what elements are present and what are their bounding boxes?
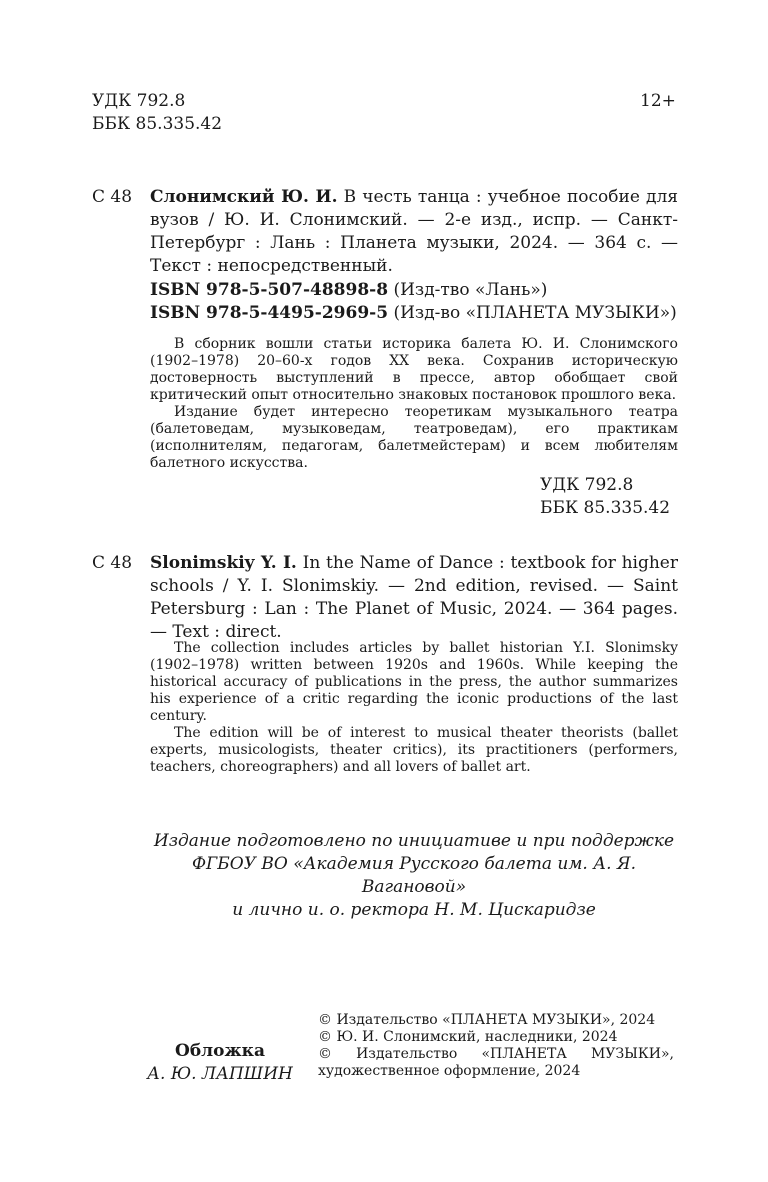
header-bbk: ББК 85.335.42: [92, 114, 223, 134]
ru-abstract-para-1: В сборник вошли статьи историка балета Ю. И. Слонимского (1902–1978) 20–60-х годов XX века. Сохранив историческую достоверность выступлений в прессе, автор обобщает свой критический опыт относительно знаковых постановок прошлого века.: [150, 336, 678, 403]
cover-credit: [140, 1040, 300, 1086]
support-note: [140, 830, 688, 922]
isbn-lan-publisher: (Изд-тво «Лань»): [388, 280, 548, 300]
header-classification: [92, 90, 222, 136]
isbn-lan-number: ISBN 978-5-507-48898-8: [150, 280, 389, 300]
copyright-line-2: © Ю. И. Слонимский, наследники, 2024: [318, 1029, 618, 1045]
ru-author: Слонимский Ю. И.: [150, 187, 338, 207]
ru-bbk: ББК 85.335.42: [540, 498, 671, 518]
ru-abstract-para-2: Издание будет интересно теоретикам музыкального театра (балетоведам, музыковедам, театроведам), его практикам (исполнителям, педагогам, балетмейстерам) и всем любителям балетного искусства.: [150, 404, 678, 471]
ru-record-citation: [150, 186, 678, 278]
support-line-1: Издание подготовлено по инициативе и при поддержке: [153, 831, 675, 851]
copyright-block: [318, 1012, 674, 1080]
en-record-code: С 48: [92, 553, 133, 573]
en-abstract: [150, 640, 678, 776]
en-record-citation: [150, 552, 678, 644]
en-abstract-para-1: The collection includes articles by ballet historian Y.I. Slonimsky (1902–1978) written between 1920s and 1960s. While keeping the historical accuracy of publications in the press, the author summarizes his experience of a critic regarding the iconic productions of the last century.: [150, 640, 678, 724]
support-line-3: и лично и. о. ректора Н. М. Цискаридзе: [232, 900, 596, 920]
isbn-planeta-publisher: (Изд-во «ПЛАНЕТА МУЗЫКИ»): [388, 303, 677, 323]
en-citation-text: In the Name of Dance : textbook for higher schools / Y. I. Slonimskiy. — 2nd edition, revised. — Saint Petersburg : Lan : The Planet of Music, 2024. — 364 pages. — Text : direct.: [150, 553, 678, 642]
copyright-line-3: © Издательство «ПЛАНЕТА МУЗЫКИ», художественное оформление, 2024: [318, 1046, 674, 1079]
isbn-lan: [150, 279, 677, 302]
ru-record-code: С 48: [92, 187, 133, 207]
en-abstract-para-2: The edition will be of interest to musical theater theorists (ballet experts, musicologists, theater critics), its practitioners (performers, teachers, choreographers) and all lovers of ballet art.: [150, 725, 678, 775]
ru-citation-text: В честь танца : учебное пособие для вузов / Ю. И. Слонимский. — 2-е изд., испр. — Санкт-Петербург : Лань : Планета музыки, 2024. — 364 с. — Текст : непосредственный.: [150, 187, 678, 276]
cover-artist: А. Ю. ЛАПШИН: [147, 1064, 293, 1084]
isbn-planeta: [150, 302, 677, 325]
ru-abstract: [150, 336, 678, 472]
ru-udk: УДК 792.8: [540, 475, 634, 495]
en-author: Slonimskiy Y. I.: [150, 553, 297, 573]
ru-isbn-block: [150, 279, 677, 325]
header-udk: УДК 792.8: [92, 91, 186, 111]
isbn-planeta-number: ISBN 978-5-4495-2969-5: [150, 303, 389, 323]
cover-label: Обложка: [175, 1041, 265, 1061]
ru-classification: [540, 474, 670, 520]
age-rating: 12+: [640, 91, 676, 111]
support-line-2: ФГБОУ ВО «Академия Русского балета им. А. Я. Вагановой»: [191, 854, 637, 897]
copyright-line-1: © Издательство «ПЛАНЕТА МУЗЫКИ», 2024: [318, 1012, 656, 1028]
